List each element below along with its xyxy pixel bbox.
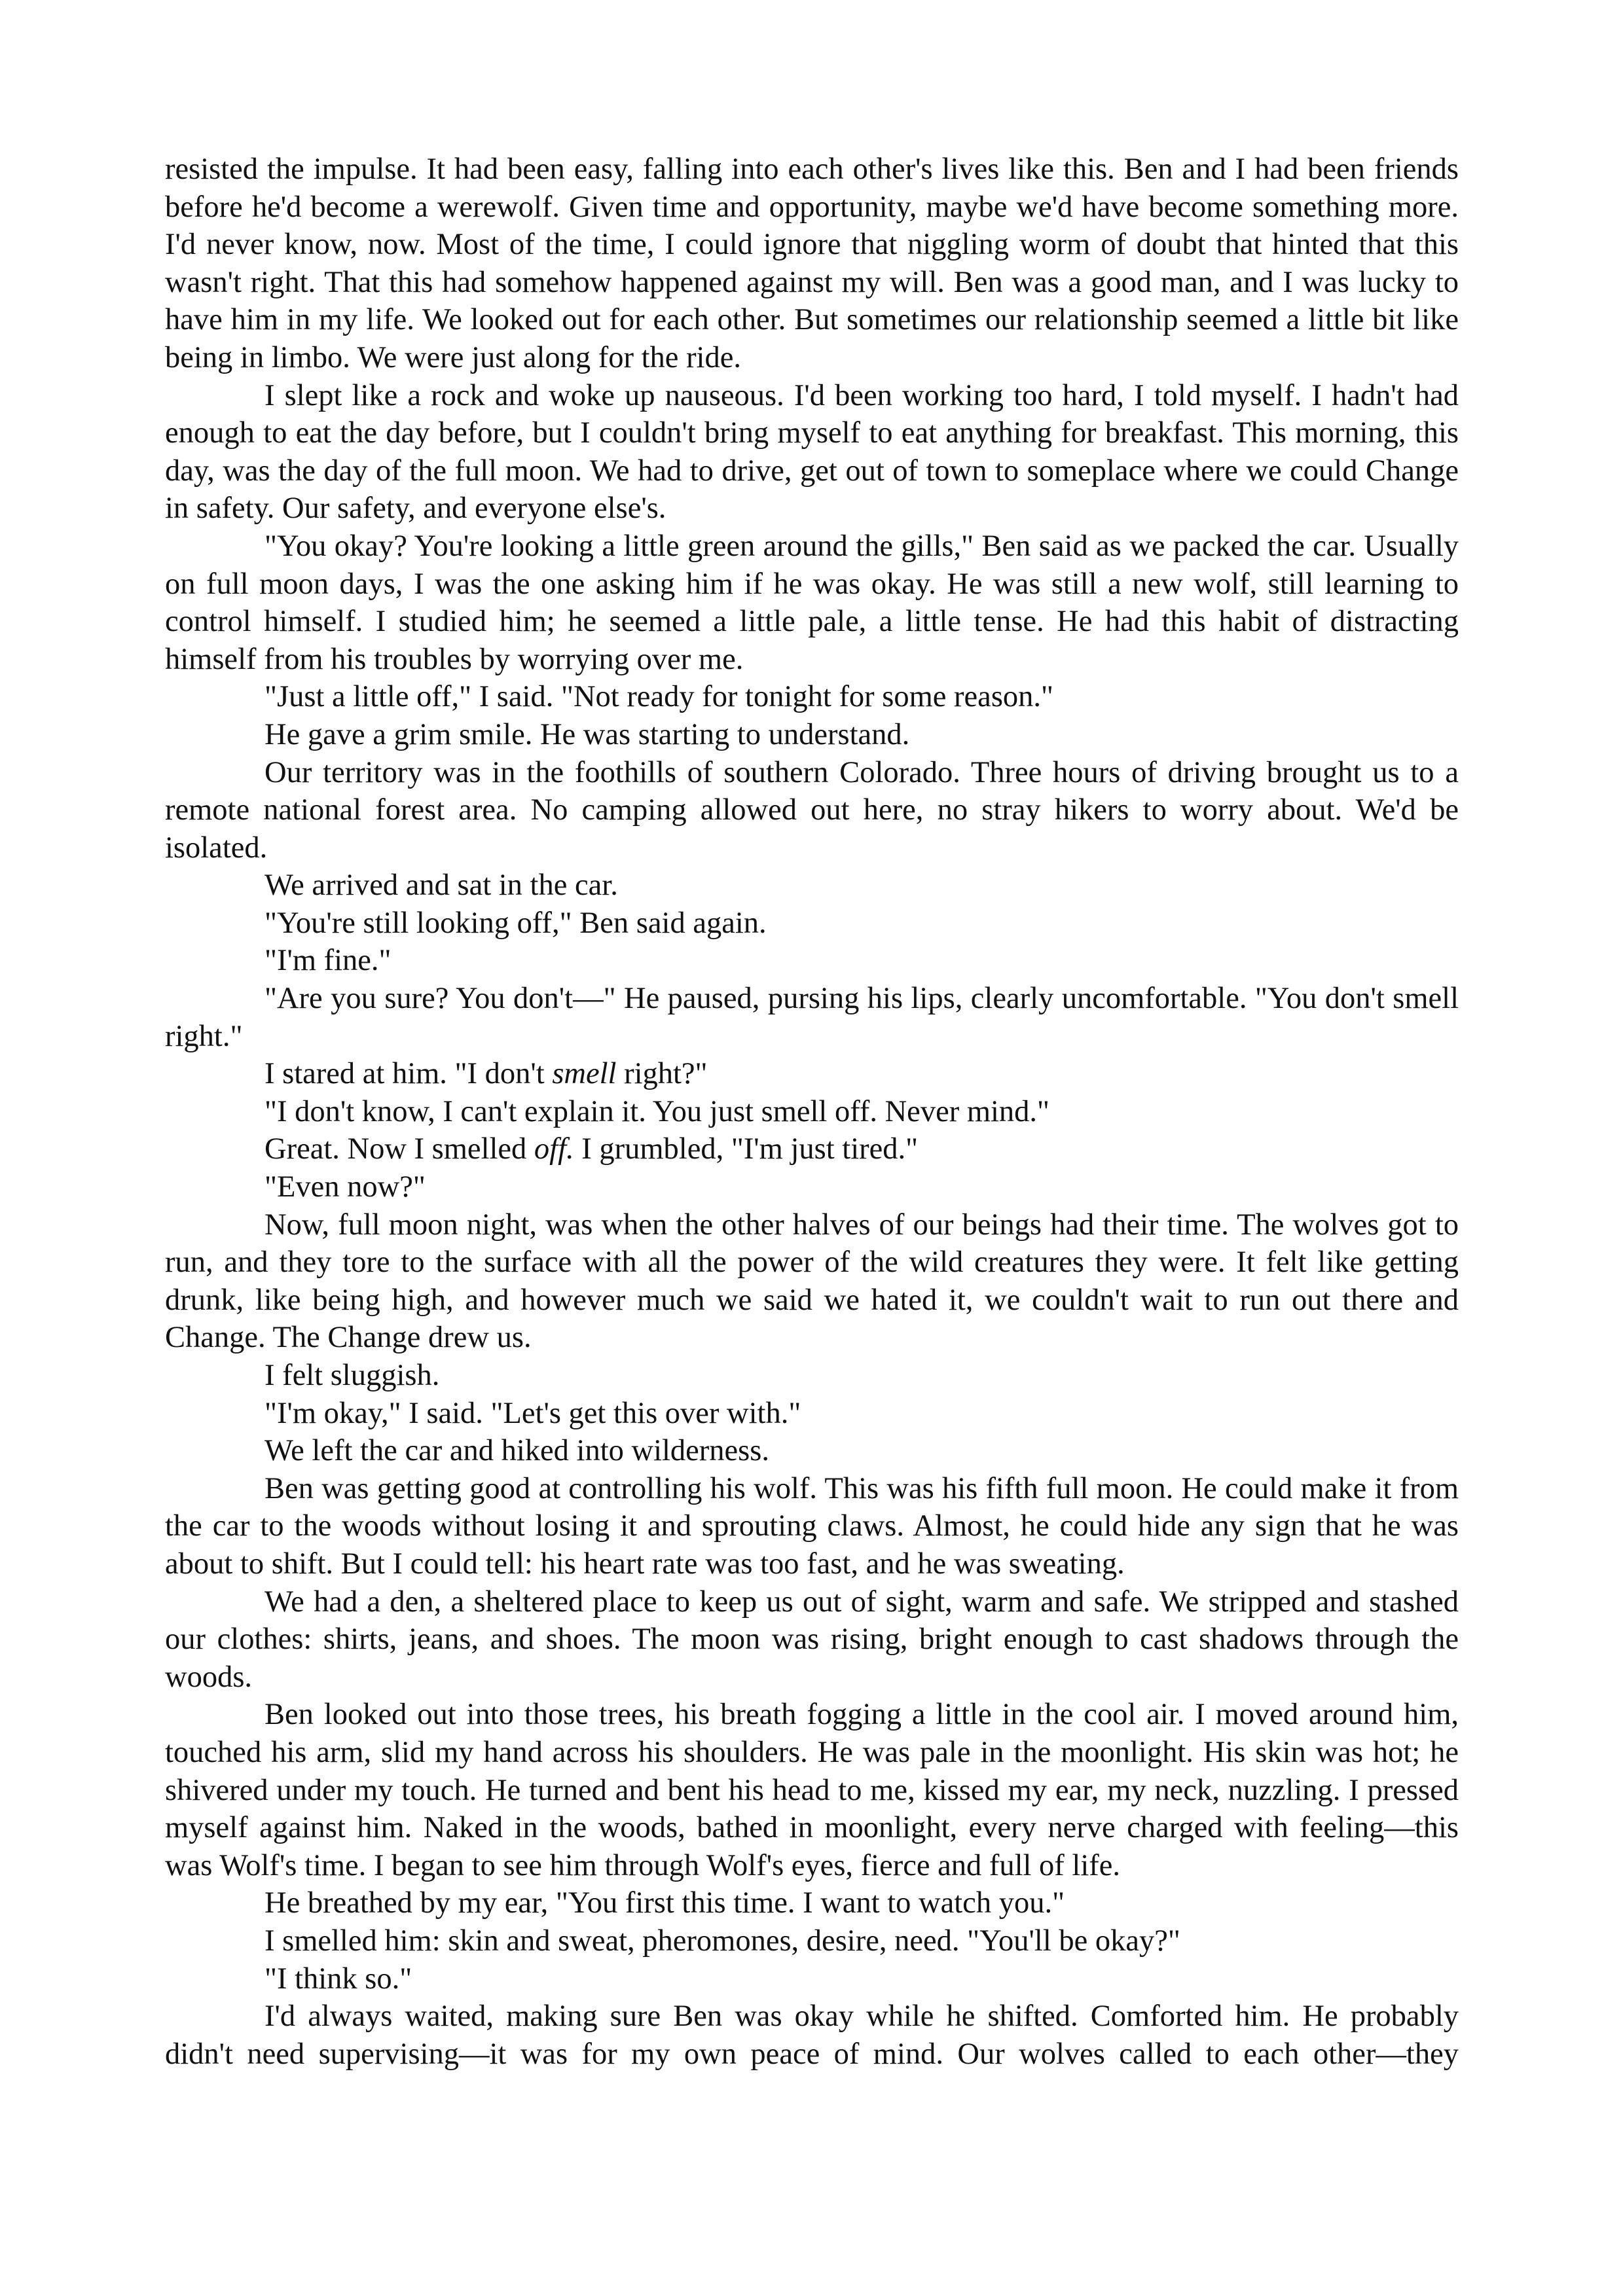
text-run: We had a den, a sheltered place to keep us out of sight, warm and safe. We stripped and stashed our clothes: shirts, jeans, and shoes. The moon was rising, bright enough to cast shadows through the woods. <box>165 1585 1459 1694</box>
paragraph <box>165 151 1459 377</box>
paragraph <box>165 1998 1459 2073</box>
paragraph <box>165 1960 1459 1998</box>
text-run: "You're still looking off," Ben said again. <box>264 906 767 940</box>
text-run: "I don't know, I can't explain it. You just smell off. Never mind." <box>264 1094 1050 1128</box>
text-run: I felt sluggish. <box>264 1359 440 1392</box>
paragraph <box>165 377 1459 528</box>
text-run: "Even now?" <box>264 1170 426 1204</box>
paragraph <box>165 1583 1459 1696</box>
paragraph <box>165 1432 1459 1470</box>
paragraph <box>165 1922 1459 1960</box>
paragraph <box>165 678 1459 716</box>
text-run: I'd always waited, making sure Ben was okay while he shifted. Comforted him. He probably didn't need supervising—it was for my own peace of mind. Our wolves called to each other—they <box>165 2000 1459 2071</box>
text-run: "You okay? You're looking a little green around the gills," Ben said as we packed the car. Usually on full moon days, I was the one asking him if he was okay. He was still a new wolf, still learning to control himself. I studied him; he seemed a little pale, a little tense. He had this habit of distracting himself from his troubles by worrying over me. <box>165 529 1459 676</box>
paragraph <box>165 1130 1459 1168</box>
text-run: "Are you sure? You don't—" He paused, pursing his lips, clearly uncomfortable. "You don't smell right." <box>165 982 1459 1053</box>
text-run: "I'm okay," I said. "Let's get this over with." <box>264 1396 801 1430</box>
document-page <box>165 151 1459 2073</box>
paragraph <box>165 528 1459 678</box>
paragraph <box>165 1357 1459 1395</box>
paragraph <box>165 1168 1459 1206</box>
text-run: Now, full moon night, was when the other halves of our beings had their time. The wolves got to run, and they tore to the surface with all the power of the wild creatures they were. It felt like getting drunk, like being high, and however much we said we hated it, we couldn't wait to run out there and Change. The Change drew us. <box>165 1208 1459 1355</box>
text-run: Ben was getting good at controlling his wolf. This was his fifth full moon. He could make it from the car to the woods without losing it and sprouting claws. Almost, he could hide any sign that he was about to shift. But I could tell: his heart rate was too fast, and he was sweating. <box>165 1471 1459 1581</box>
paragraph <box>165 1470 1459 1583</box>
text-run: He gave a grim smile. He was starting to understand. <box>264 717 910 751</box>
text-run: I slept like a rock and woke up nauseous. I'd been working too hard, I told myself. I hadn't had enough to eat the day before, but I couldn't bring myself to eat anything for breakfast. This morning, this day, was the day of the full moon. We had to drive, get out of town to someplace where we could Change in safety. Our safety, and everyone else's. <box>165 378 1459 526</box>
text-run: resisted the impulse. It had been easy, falling into each other's lives like this. Ben and I had been friends before he'd become a werewolf. Given time and opportunity, maybe we'd have become something more. I'd never know, now. Most of the time, I could ignore that niggling worm of doubt that hinted that this wasn't right. That this had somehow happened against my will. Ben was a good man, and I was lucky to have him in my life. We looked out for each other. But sometimes our relationship seemed a little bit like being in limbo. We were just along for the ride. <box>165 152 1459 374</box>
text-run: We left the car and hiked into wilderness. <box>264 1434 769 1468</box>
text-run: We arrived and sat in the car. <box>264 869 618 903</box>
text-run: "Just a little off," I said. "Not ready for tonight for some reason." <box>264 680 1054 714</box>
text-run: "I'm fine." <box>264 944 392 978</box>
paragraph <box>165 716 1459 754</box>
paragraph <box>165 867 1459 905</box>
paragraph <box>165 980 1459 1055</box>
italic-text-run: smell <box>552 1057 617 1091</box>
text-run: Our territory was in the foothills of southern Colorado. Three hours of driving brought us to a remote national forest area. No camping allowed out here, no stray hikers to worry about. We'd be isolated. <box>165 755 1459 865</box>
text-run: I grumbled, "I'm just tired." <box>574 1132 919 1166</box>
text-run: He breathed by my ear, "You first this time. I want to watch you." <box>264 1886 1065 1920</box>
text-run: right?" <box>616 1057 708 1091</box>
paragraph <box>165 1395 1459 1433</box>
text-run: Great. Now I smelled <box>264 1132 534 1166</box>
paragraph <box>165 1696 1459 1884</box>
paragraph <box>165 905 1459 942</box>
italic-text-run: off. <box>534 1132 574 1166</box>
paragraph <box>165 1206 1459 1357</box>
paragraph <box>165 942 1459 980</box>
text-run: "I think so." <box>264 1962 412 1996</box>
text-run: Ben looked out into those trees, his breath fogging a little in the cool air. I moved around him, touched his arm, slid my hand across his shoulders. He was pale in the moonlight. His skin was hot; he shivered under my touch. He turned and bent his head to me, kissed my ear, my neck, nuzzling. I pressed myself against him. Naked in the woods, bathed in moonlight, every nerve charged with feeling—this was Wolf's time. I began to see him through Wolf's eyes, fierce and full of life. <box>165 1698 1459 1882</box>
text-run: I smelled him: skin and sweat, pheromones, desire, need. "You'll be okay?" <box>264 1924 1180 1958</box>
paragraph <box>165 1093 1459 1131</box>
paragraph <box>165 1884 1459 1922</box>
text-run: I stared at him. "I don't <box>264 1057 553 1091</box>
paragraph <box>165 754 1459 867</box>
paragraph <box>165 1055 1459 1093</box>
